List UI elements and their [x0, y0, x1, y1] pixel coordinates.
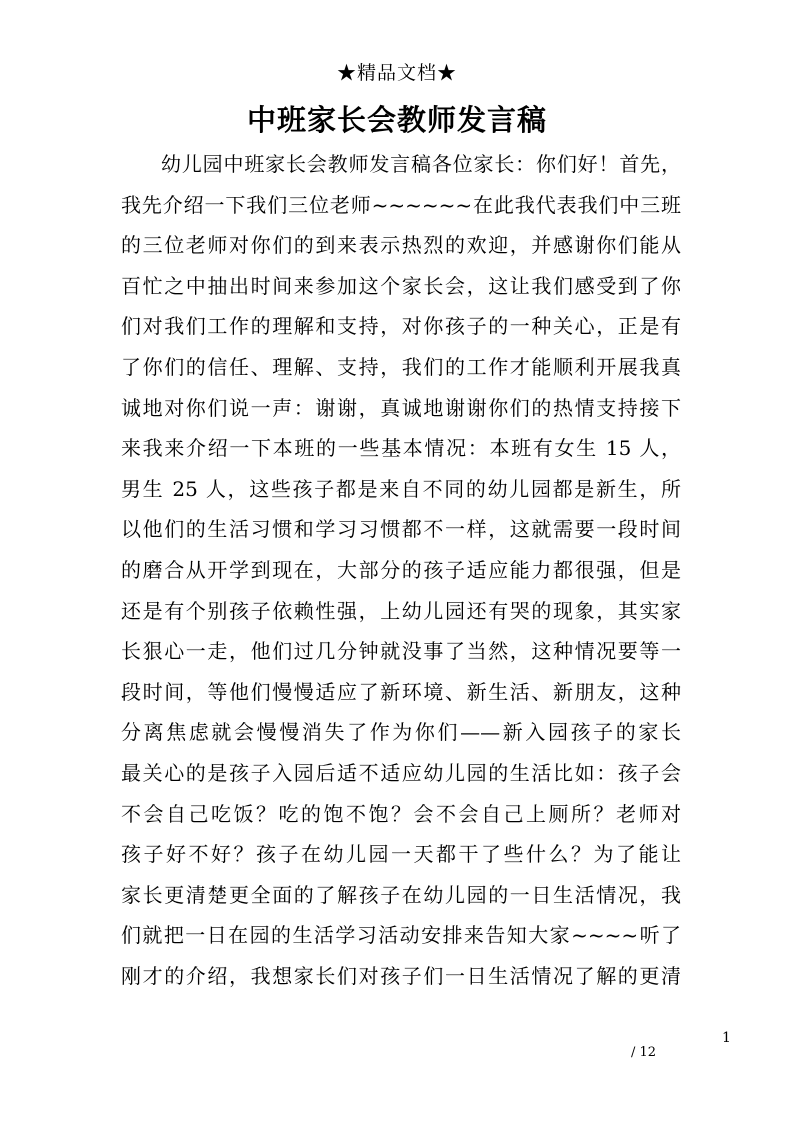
page-total: / 12 [631, 1045, 657, 1060]
body-line: 了你们的信任、理解、支持，我们的工作才能顺利开展我真 [121, 354, 681, 379]
body-line: 幼儿园中班家长会教师发言稿各位家长：你们好！首先， [161, 152, 681, 176]
body-line: 百忙之中抽出时间来参加这个家长会，这让我们感受到了你 [121, 273, 681, 298]
body-line: 的磨合从开学到现在，大部分的孩子适应能力都很强，但是 [121, 557, 681, 582]
body-line: 们就把一日在园的生活学习活动安排来告知大家~~~~听了 [121, 923, 681, 948]
body-line: 最关心的是孩子入园后适不适应幼儿园的生活比如：孩子会 [121, 760, 681, 785]
body-line: 还是有个别孩子依赖性强，上幼儿园还有哭的现象，其实家 [121, 598, 681, 623]
body-line: 段时间，等他们慢慢适应了新环境、新生活、新朋友，这种 [121, 679, 681, 704]
body-line: 分离焦虑就会慢慢消失了作为你们——新入园孩子的家长 [121, 720, 681, 745]
document-title: 中班家长会教师发言稿 [246, 103, 547, 137]
body-line: 不会自己吃饭？吃的饱不饱？会不会自己上厕所？老师对 [121, 801, 681, 826]
body-line: 诚地对你们说一声：谢谢，真诚地谢谢你们的热情支持接下 [121, 395, 681, 420]
body-line: 们对我们工作的理解和支持，对你孩子的一种关心，正是有 [121, 314, 681, 339]
body-text [121, 144, 681, 996]
page-number: 1 [722, 1030, 731, 1046]
body-line: 来我来介绍一下本班的一些基本情况：本班有女生 15 人， [121, 436, 681, 461]
body-line: 孩子好不好？孩子在幼儿园一天都干了些什么？为了能让 [121, 842, 681, 867]
body-line: 家长更清楚更全面的了解孩子在幼儿园的一日生活情况，我 [121, 882, 681, 907]
body-line: 长狠心一走，他们过几分钟就没事了当然，这种情况要等一 [121, 639, 681, 664]
body-line: 刚才的介绍，我想家长们对孩子们一日生活情况了解的更清 [121, 963, 681, 988]
body-line: 以他们的生活习惯和学习习惯都不一样，这就需要一段时间 [121, 517, 681, 542]
body-line: 男生 25 人，这些孩子都是来自不同的幼儿园都是新生，所 [121, 476, 681, 501]
document-banner: ★精品文档★ [336, 62, 457, 84]
body-line: 的三位老师对你们的到来表示热烈的欢迎，并感谢你们能从 [121, 233, 681, 258]
body-line: 我先介绍一下我们三位老师~~~~~~在此我代表我们中三班 [121, 192, 681, 217]
